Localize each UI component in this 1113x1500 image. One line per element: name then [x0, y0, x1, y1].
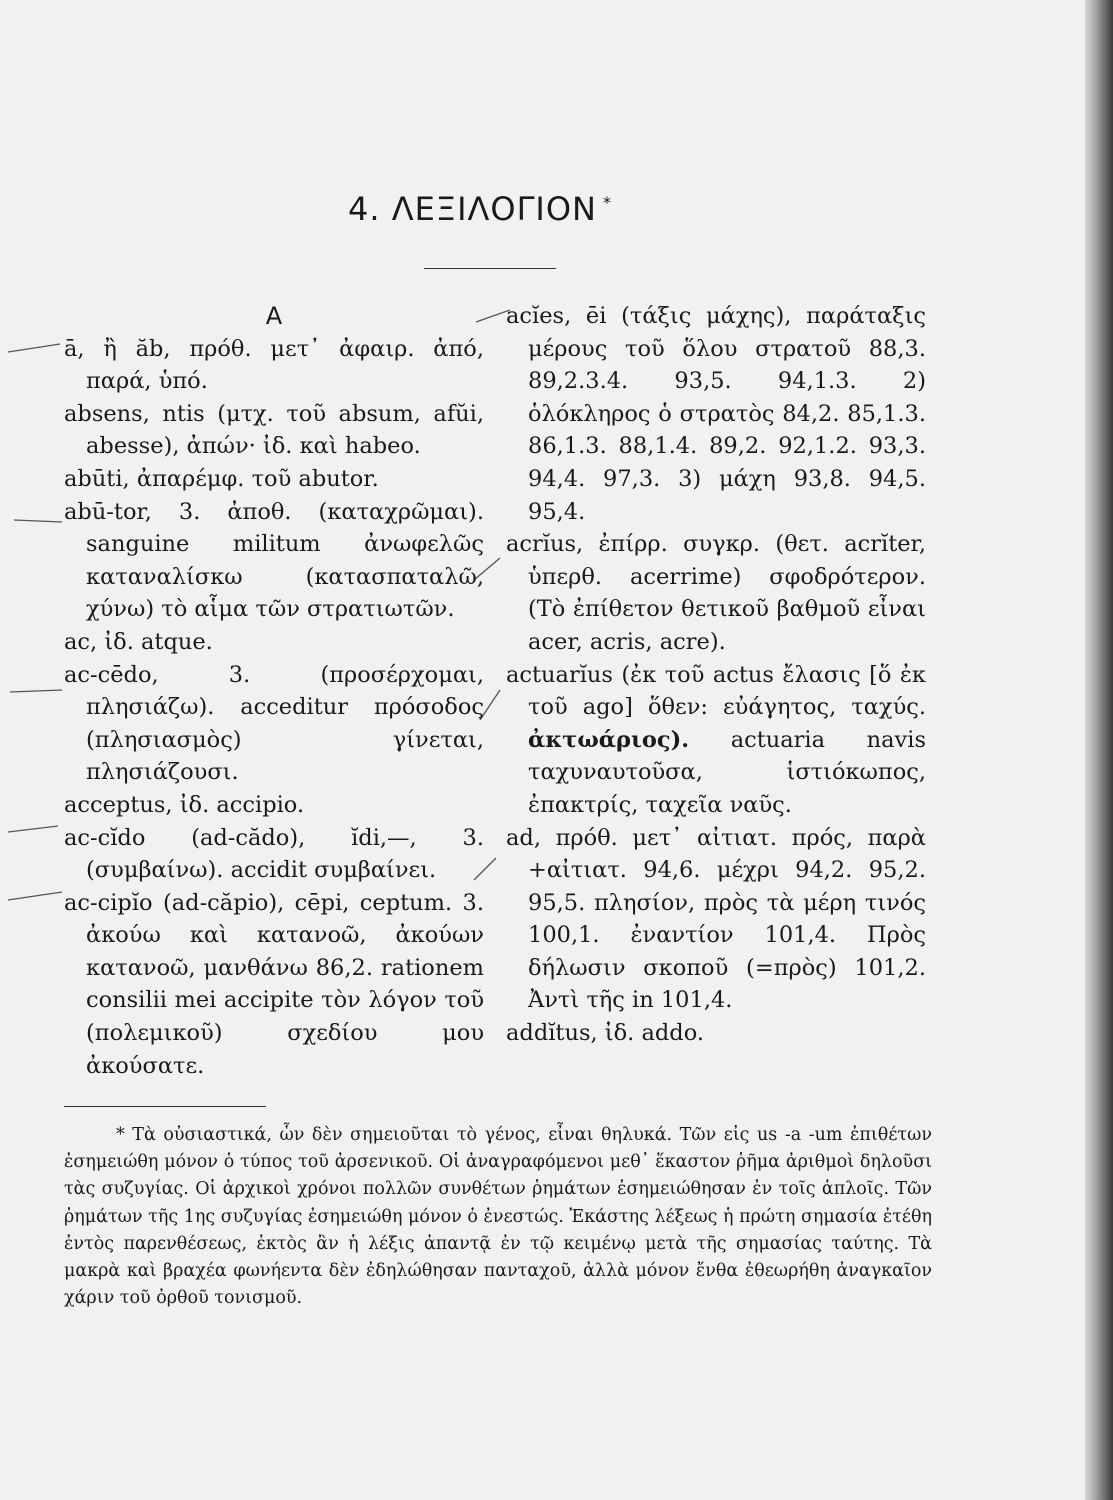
- entry-a: ā, ἢ ăb, πρόθ. μετ᾽ ἀφαιρ. ἀπό, παρά, ὑπό.: [64, 335, 484, 395]
- entry-acrius: acrĭus, ἐπίρρ. συγκρ. (θετ. acrĭter, ὑπερθ. acerrime) σφοδρότερον. (Τὸ ἐπίθετον θετικοῦ βαθμοῦ εἶναι acer, acris, acre).: [506, 531, 926, 655]
- entry-abutor: abū-tor, 3. ἀποθ. (καταχρῶμαι). sanguine militum ἀνωφελῶς καταναλίσκω (κατασπαταλῶ, χύνω) τὸ αἷμα τῶν στρατιωτῶν.: [64, 498, 484, 623]
- entry-accido: ac-cĭdo (ad-cădo), ĭdi,—, 3. (συμβαίνω). accidit συμβαίνει.: [64, 824, 484, 884]
- entry-absens: absens, ntis (μτχ. τοῦ absum, afŭi, abesse), ἀπών· ἰδ. καὶ habeo.: [64, 400, 484, 460]
- entry-acceptus: acceptus, ἰδ. accipio.: [64, 791, 305, 818]
- footnote: * Τὰ οὐσιαστικά, ὧν δὲν σημειοῦται τὸ γένος, εἶναι θηλυκά. Τῶν εἰς us -a -um ἐπιθέτων ἐσημειώθη μόνον ὁ τύπος τοῦ ἀρσενικοῦ. Οἱ ἀναγραφόμενοι μεθ᾽ ἕκαστον ῥῆμα ἀριθμοὶ δηλοῦσι τὰς συζυγίας. Οἱ ἀρχικοὶ χρόνοι πολλῶν συνθέτων ῥημάτων ἐσημειώθησαν ἐν τοῖς ἁπλοῖς. Τῶν ῥημάτων τῆς 1ης συζυγίας ἐσημειώθη μόνον ὁ ἐνεστώς. Ἑκάστης λέξεως ἡ πρώτη σημασία ἐτέθη ἐντὸς παρενθέσεως, ἐκτὸς ἂν ἡ λέξις ἀπαντᾷ ἐν τῷ κειμένῳ μετὰ τῆς σημασίας ταύτης. Τὰ μακρὰ καὶ βραχέα φωνήεντα δὲν ἐδηλώθησαν πανταχοῦ, ἀλλὰ μόνον ἔνθα ἐθεωρήθη ἀναγκαῖον χάριν τοῦ ὀρθοῦ τονισμοῦ.: [64, 1125, 932, 1309]
- actuarius-bold-term: ἀκτωάριος).: [528, 726, 690, 753]
- section-letter: A: [265, 302, 283, 330]
- pencil-mark-3: [10, 690, 62, 692]
- pencil-mark-1: [8, 344, 60, 352]
- left-column: [64, 300, 484, 1082]
- entry-additus: addĭtus, ἰδ. addo.: [506, 1020, 704, 1047]
- entry-acies: acĭes, ēi (τάξις μάχης), παράταξις μέρους τοῦ ὅλου στρατοῦ 88,3. 89,2.3.4. 93,5. 94,1.3. 2) ὁλόκληρος ὁ στρατὸς 84,2. 85,1.3. 86,1.3. 88,1.4. 89,2. 92,1.2. 93,3. 94,4. 97,3. 3) μάχη 93,8. 94,5. 95,4.: [506, 303, 926, 525]
- entry-actuarius: [506, 659, 926, 822]
- entry-abuti: abūti, ἀπαρέμφ. τοῦ abutor.: [64, 465, 379, 492]
- right-column: [506, 300, 926, 1050]
- pencil-mark-4: [8, 826, 58, 832]
- footnote-divider: [64, 1106, 266, 1107]
- footnote-asterisk: *: [602, 193, 612, 213]
- entry-ac: ac, ἰδ. atque.: [64, 628, 213, 655]
- actuarius-tail: actuaria navis ταχυναυτοῦσα, ἱστιόκωπος, ἐπακτρίς, ταχεῖα ναῦς.: [528, 726, 926, 818]
- entry-ad: ad, πρόθ. μετ᾽ αἰτιατ. πρός, παρὰ +αἰτιατ. 94,6. μέχρι 94,2. 95,2. 95,5. πλησίον, πρὸς τὰ μέρη τινός 100,1. ἐναντίον 101,4. Πρὸς δήλωσιν σκοποῦ (=πρὸς) 101,2. Ἀντὶ τῆς in 101,4.: [506, 824, 926, 1014]
- pencil-mark-5: [8, 892, 62, 900]
- actuarius-text: actuarĭus (ἐκ τοῦ actus ἔλασις [ὅ ἐκ τοῦ ago] ὅθεν: εὐάγητος, ταχύς.: [506, 661, 926, 721]
- entry-accedo: ac-cēdo, 3. (προσέρχομαι, πλησιάζω). acceditur πρόσοδος (πλησιασμὸς) γίνεται, πλησιάζουσι.: [64, 661, 484, 786]
- entry-accipio: ac-cipĭo (ad-căpio), cēpi, ceptum. 3. ἀκούω καὶ κατανοῶ, ἀκούων κατανοῶ, μανθάνω 86,2. rationem consilii mei accipite τὸν λόγον τοῦ (πολεμικοῦ) σχεδίου μου ἀκούσατε.: [64, 889, 484, 1079]
- pencil-mark-2: [14, 520, 62, 522]
- page-title-text: 4. ΛΕΞΙΛΟΓΙΟΝ: [348, 190, 597, 228]
